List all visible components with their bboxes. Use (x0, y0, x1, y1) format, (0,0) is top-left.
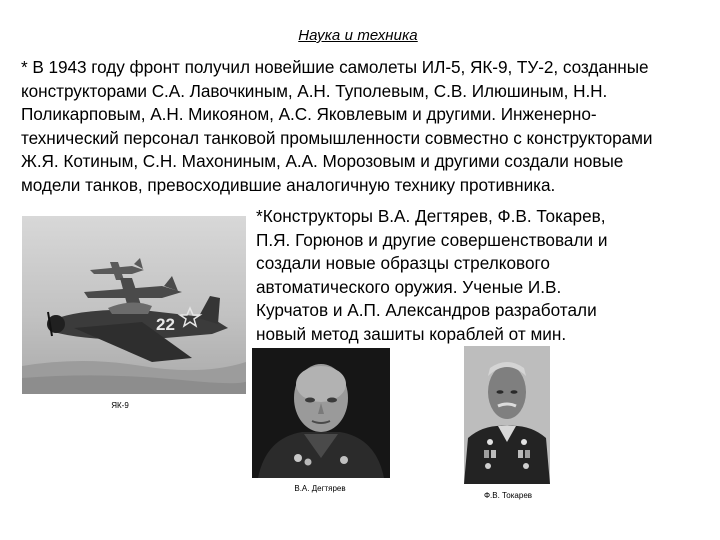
yak9-caption: ЯК-9 (111, 401, 129, 410)
paragraph-line: Поликарповым, А.Н. Микояном, А.С. Яковлевым и другими. Инженерно- (21, 104, 597, 124)
paragraph-line: автоматического оружия. Ученые И.В. (256, 276, 562, 297)
plane-number: 22 (156, 315, 175, 334)
paragraph-weapons (256, 205, 696, 346)
yak9-photo (22, 216, 246, 394)
page-title: Наука и техника (298, 27, 418, 44)
degtyarev-portrait (252, 348, 390, 478)
paragraph-line: конструкторами С.А. Лавочкиным, А.Н. Туполевым, С.В. Илюшиным, Н.Н. (21, 80, 608, 101)
paragraph-line: технический персонал танковой промышленности совместно с конструкторами (21, 127, 653, 148)
paragraph-line: *Конструкторы В.А. Дегтярев, Ф.В. Токарев, (256, 206, 606, 226)
tokarev-caption: Ф.В. Токарев (483, 491, 533, 500)
paragraph-line: * В 1943 году фронт получил новейшие самолеты ИЛ-5, ЯК-9, ТУ-2, созданные (21, 57, 649, 77)
degtyarev-caption: В.А. Дегтярев (294, 484, 346, 493)
paragraph-line: новый метод зашиты кораблей от мин. (256, 323, 567, 344)
paragraph-line: создали новые образцы стрелкового (256, 253, 550, 273)
paragraph-line: модели танков, превосходившие аналогичную технику противника. (21, 174, 556, 195)
paragraph-line: Ж.Я. Котиным, С.Н. Махониным, А.А. Морозовым и другими создали новые (21, 151, 624, 171)
paragraph-line: П.Я. Горюнов и другие совершенствовали и (256, 229, 608, 250)
paragraph-line: Курчатов и А.П. Александров разработали (256, 300, 597, 320)
paragraph-aircraft-tanks (21, 56, 701, 197)
tokarev-portrait (464, 346, 550, 484)
